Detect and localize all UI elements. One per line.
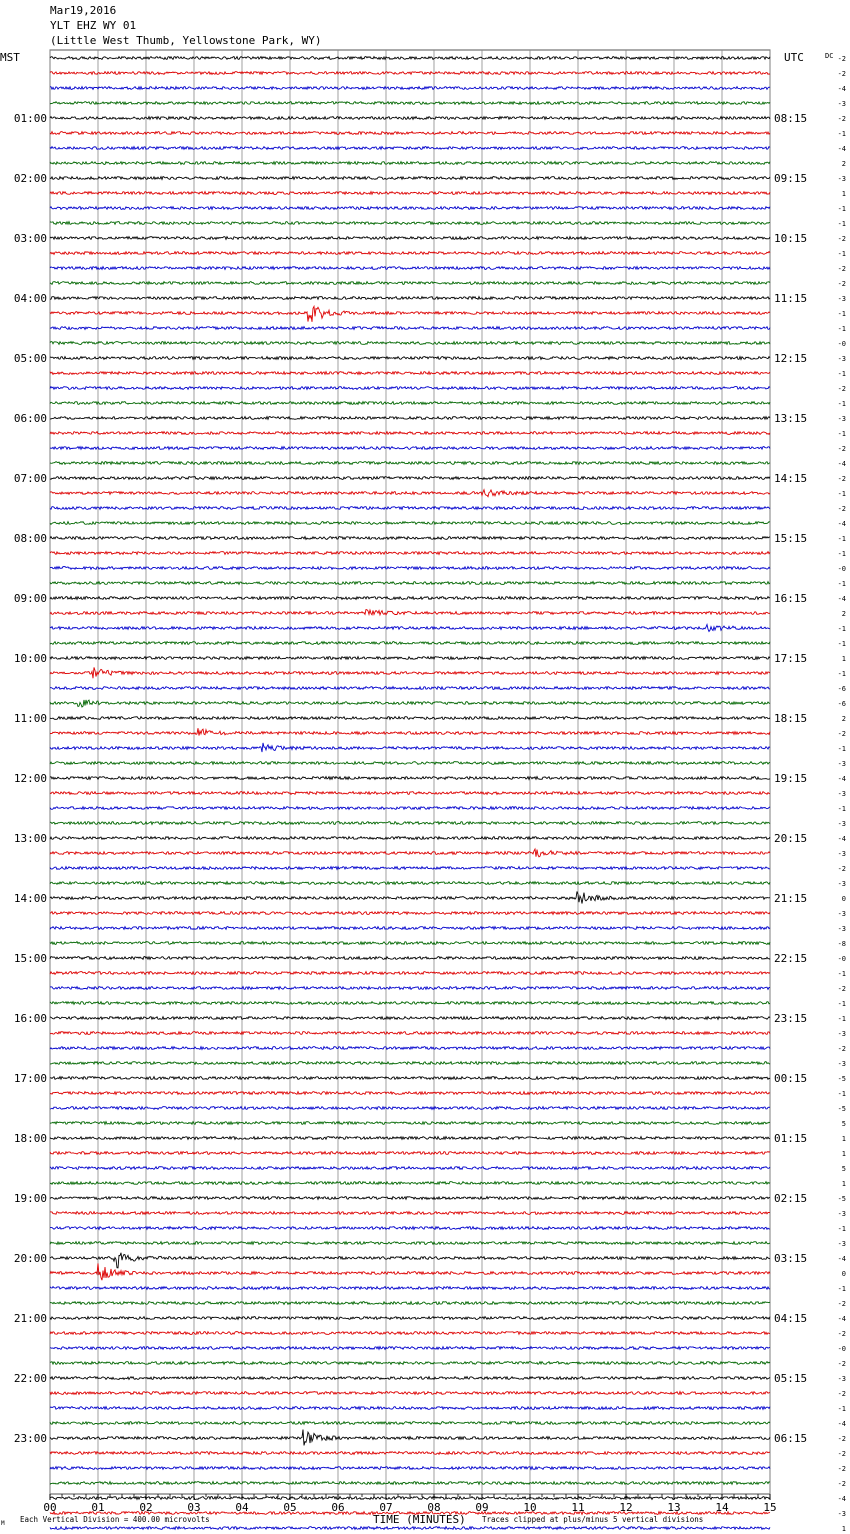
trace-line xyxy=(50,822,770,825)
x-tick-label: 00 xyxy=(43,1501,57,1514)
x-tick-label: 02 xyxy=(139,1501,153,1514)
dc-offset-label: -3 xyxy=(837,790,846,798)
trace-line xyxy=(50,222,770,225)
utc-hour-label: 09:15 xyxy=(774,172,808,185)
dc-offset-label: 0 xyxy=(841,1270,846,1278)
mst-hour-label: 07:00 xyxy=(13,472,47,485)
mst-hour-label: 20:00 xyxy=(13,1252,47,1265)
mst-hour-label: 17:00 xyxy=(13,1072,47,1085)
trace-line xyxy=(50,1392,770,1395)
dc-offset-label: -3 xyxy=(837,295,846,303)
trace-line xyxy=(50,891,770,903)
dc-offset-label: -4 xyxy=(837,85,846,93)
dc-offset-label: -1 xyxy=(837,625,846,633)
dc-offset-label: -6 xyxy=(837,700,846,708)
mst-hour-label: 02:00 xyxy=(13,172,47,185)
trace-line xyxy=(50,237,770,240)
trace-line xyxy=(50,387,770,390)
dc-offset-label: -2 xyxy=(837,1390,846,1398)
utc-hour-label: 06:15 xyxy=(774,1432,808,1445)
trace-line xyxy=(50,1017,770,1020)
trace-line xyxy=(50,792,770,795)
dc-offset-label: 2 xyxy=(841,610,846,618)
trace-line xyxy=(50,882,770,885)
mst-hour-label: 10:00 xyxy=(13,652,47,665)
dc-offset-label: -2 xyxy=(837,70,846,78)
dc-offset-label: 1 xyxy=(841,1525,846,1533)
trace-line xyxy=(50,942,770,945)
dc-offset-label: -1 xyxy=(837,970,846,978)
dc-offset-label: -2 xyxy=(837,730,846,738)
dc-offset-label: -0 xyxy=(837,1345,846,1353)
trace-line xyxy=(50,1407,770,1410)
dc-offset-label: -1 xyxy=(837,130,846,138)
trace-line xyxy=(50,1152,770,1155)
dc-offset-label: -1 xyxy=(837,580,846,588)
dc-offset-label: -1 xyxy=(837,535,846,543)
label-group xyxy=(14,55,846,1534)
dc-offset-label: -1 xyxy=(837,250,846,258)
dc-offset-label: -4 xyxy=(837,145,846,153)
trace-line xyxy=(50,357,770,360)
trace-line xyxy=(50,912,770,915)
utc-hour-label: 13:15 xyxy=(774,412,808,425)
utc-hour-label: 11:15 xyxy=(774,292,808,305)
trace-line xyxy=(50,1242,770,1245)
mst-hour-label: 15:00 xyxy=(13,952,47,965)
scale-note: Each Vertical Division = 400.00 microvolts xyxy=(20,1515,210,1524)
trace-line xyxy=(50,1422,770,1425)
dc-offset-label: -1 xyxy=(837,640,846,648)
dc-offset-label: -5 xyxy=(837,1105,846,1113)
dc-offset-label: -4 xyxy=(837,1495,846,1503)
mst-hour-label: 06:00 xyxy=(13,412,47,425)
dc-offset-label: -3 xyxy=(837,1210,846,1218)
trace-line xyxy=(50,957,770,960)
trace-line xyxy=(50,1430,770,1446)
trace-line xyxy=(50,552,770,555)
trace-line xyxy=(50,342,770,345)
dc-offset-label: -1 xyxy=(837,1285,846,1293)
trace-line xyxy=(50,1527,770,1530)
trace-line xyxy=(50,132,770,135)
trace-line xyxy=(50,837,770,840)
trace-line xyxy=(50,417,770,420)
mst-hour-label: 04:00 xyxy=(13,292,47,305)
mst-hour-label: 21:00 xyxy=(13,1312,47,1325)
utc-hour-label: 08:15 xyxy=(774,112,808,125)
mst-hour-label: 05:00 xyxy=(13,352,47,365)
dc-offset-label: -2 xyxy=(837,1045,846,1053)
trace-group xyxy=(50,57,770,1534)
trace-line xyxy=(50,87,770,90)
dc-offset-label: -3 xyxy=(837,1060,846,1068)
trace-line xyxy=(50,625,770,632)
dc-offset-label: -5 xyxy=(837,1075,846,1083)
trace-line xyxy=(50,1452,770,1455)
x-tick-label: 13 xyxy=(667,1501,681,1514)
dc-offset-label: -4 xyxy=(837,1255,846,1263)
trace-line xyxy=(50,1137,770,1140)
dc-offset-label: -4 xyxy=(837,775,846,783)
trace-line xyxy=(50,57,770,60)
utc-hour-label: 18:15 xyxy=(774,712,808,725)
dc-offset-label: -2 xyxy=(837,115,846,123)
utc-hour-label: 12:15 xyxy=(774,352,808,365)
trace-line xyxy=(50,102,770,105)
dc-offset-label: 2 xyxy=(841,160,846,168)
trace-line xyxy=(50,192,770,195)
dc-offset-label: -1 xyxy=(837,550,846,558)
dc-offset-label: -2 xyxy=(837,505,846,513)
dc-offset-label: -2 xyxy=(837,865,846,873)
dc-offset-label: -2 xyxy=(837,1435,846,1443)
utc-hour-label: 14:15 xyxy=(774,472,808,485)
dc-offset-label: -1 xyxy=(837,370,846,378)
dc-offset-label: -3 xyxy=(837,820,846,828)
trace-line xyxy=(50,717,770,720)
dc-offset-label: 1 xyxy=(841,655,846,663)
trace-line xyxy=(50,117,770,120)
dc-offset-label: -2 xyxy=(837,1360,846,1368)
dc-offset-label: -1 xyxy=(837,400,846,408)
dc-offset-label: -3 xyxy=(837,1510,846,1518)
trace-line xyxy=(50,1032,770,1035)
trace-line xyxy=(50,667,770,678)
dc-offset-label: -1 xyxy=(837,745,846,753)
dc-offset-label: -3 xyxy=(837,355,846,363)
mst-hour-label: 22:00 xyxy=(13,1372,47,1385)
dc-offset-label: 1 xyxy=(841,1180,846,1188)
dc-offset-label: -1 xyxy=(837,490,846,498)
dc-offset-label: -2 xyxy=(837,1465,846,1473)
dc-offset-label: -3 xyxy=(837,850,846,858)
utc-hour-label: 02:15 xyxy=(774,1192,808,1205)
mst-hour-label: 19:00 xyxy=(13,1192,47,1205)
trace-line xyxy=(50,162,770,165)
trace-line xyxy=(50,728,770,735)
x-tick-label: 09 xyxy=(475,1501,489,1514)
dc-offset-label: -1 xyxy=(837,805,846,813)
dc-offset-label: -3 xyxy=(837,1030,846,1038)
trace-line xyxy=(50,610,770,615)
trace-line xyxy=(50,1047,770,1050)
utc-hour-label: 19:15 xyxy=(774,772,808,785)
dc-offset-label: -4 xyxy=(837,460,846,468)
dc-offset-label: -1 xyxy=(837,1015,846,1023)
x-tick-label: 10 xyxy=(523,1501,537,1514)
dc-offset-label: -1 xyxy=(837,1405,846,1413)
dc-offset-label: -1 xyxy=(837,430,846,438)
dc-offset-label: -1 xyxy=(837,220,846,228)
utc-hour-label: 17:15 xyxy=(774,652,808,665)
dc-offset-label: -6 xyxy=(837,685,846,693)
trace-line xyxy=(50,567,770,570)
trace-line xyxy=(50,1482,770,1485)
utc-hour-label: 16:15 xyxy=(774,592,808,605)
dc-offset-label: -0 xyxy=(837,340,846,348)
trace-line xyxy=(50,297,770,300)
dc-offset-label: 1 xyxy=(841,190,846,198)
dc-offset-label: -2 xyxy=(837,1300,846,1308)
trace-line xyxy=(50,1253,770,1268)
mst-hour-label: 13:00 xyxy=(13,832,47,845)
trace-line xyxy=(50,597,770,600)
trace-line xyxy=(50,927,770,930)
trace-line xyxy=(50,987,770,990)
dc-offset-label: -2 xyxy=(837,1450,846,1458)
trace-line xyxy=(50,402,770,405)
trace-line xyxy=(50,267,770,270)
trace-line xyxy=(50,1002,770,1005)
left-zone-label: MST xyxy=(0,51,20,64)
dc-offset-label: 1 xyxy=(841,1150,846,1158)
x-tick-label: 01 xyxy=(91,1501,105,1514)
mst-hour-label: 11:00 xyxy=(13,712,47,725)
trace-line xyxy=(50,507,770,510)
x-tick-label: 08 xyxy=(427,1501,441,1514)
date-label: Mar19,2016 xyxy=(50,4,117,17)
dc-offset-label: -2 xyxy=(837,1330,846,1338)
utc-hour-label: 10:15 xyxy=(774,232,808,245)
trace-line xyxy=(50,1377,770,1380)
dc-offset-label: 5 xyxy=(841,1120,846,1128)
dc-offset-label: -4 xyxy=(837,835,846,843)
trace-line xyxy=(50,1332,770,1335)
trace-line xyxy=(50,462,770,465)
location-label: (Little West Thumb, Yellowstone Park, WY) xyxy=(50,34,322,47)
dc-offset-label: -2 xyxy=(837,475,846,483)
utc-hour-label: 20:15 xyxy=(774,832,808,845)
dc-offset-label: -3 xyxy=(837,880,846,888)
trace-line xyxy=(50,1167,770,1170)
trace-line xyxy=(50,657,770,660)
mst-hour-label: 18:00 xyxy=(13,1132,47,1145)
trace-line xyxy=(50,1197,770,1200)
dc-offset-label: -5 xyxy=(837,1195,846,1203)
mst-hour-label: 03:00 xyxy=(13,232,47,245)
trace-line xyxy=(50,147,770,150)
trace-line xyxy=(50,447,770,450)
x-tick-label: 14 xyxy=(715,1501,729,1514)
dc-offset-label: -3 xyxy=(837,910,846,918)
dc-offset-label: -4 xyxy=(837,1315,846,1323)
trace-line xyxy=(50,306,770,321)
trace-line xyxy=(50,372,770,375)
trace-line xyxy=(50,807,770,810)
dc-offset-label: -2 xyxy=(837,445,846,453)
dc-offset-label: -3 xyxy=(837,925,846,933)
trace-line xyxy=(50,687,770,690)
trace-line xyxy=(50,743,770,752)
utc-hour-label: 22:15 xyxy=(774,952,808,965)
dc-offset-label: -2 xyxy=(837,235,846,243)
trace-line xyxy=(50,282,770,285)
dc-offset-label: -1 xyxy=(837,310,846,318)
utc-hour-label: 04:15 xyxy=(774,1312,808,1325)
x-tick-label: 03 xyxy=(187,1501,201,1514)
utc-hour-label: 03:15 xyxy=(774,1252,808,1265)
dc-offset-label: -2 xyxy=(837,280,846,288)
trace-line xyxy=(50,1347,770,1350)
trace-line xyxy=(50,642,770,645)
utc-hour-label: 05:15 xyxy=(774,1372,808,1385)
trace-line xyxy=(50,1362,770,1365)
dc-offset-label: -2 xyxy=(837,1480,846,1488)
dc-offset-label: -2 xyxy=(837,385,846,393)
trace-line xyxy=(50,867,770,870)
mst-hour-label: 08:00 xyxy=(13,532,47,545)
dc-offset-label: -1 xyxy=(837,205,846,213)
dc-offset-label: -0 xyxy=(837,565,846,573)
trace-line xyxy=(50,432,770,435)
dc-offset-label: -3 xyxy=(837,760,846,768)
dc-offset-label: 5 xyxy=(841,1165,846,1173)
trace-line xyxy=(50,477,770,480)
trace-line xyxy=(50,849,770,857)
trace-line xyxy=(50,490,770,497)
trace-line xyxy=(50,1212,770,1215)
dc-offset-label: -3 xyxy=(837,1240,846,1248)
trace-line xyxy=(50,1497,770,1500)
trace-line xyxy=(50,72,770,75)
utc-hour-label: 23:15 xyxy=(774,1012,808,1025)
mst-hour-label: 14:00 xyxy=(13,892,47,905)
mst-hour-label: 16:00 xyxy=(13,1012,47,1025)
trace-line xyxy=(50,207,770,210)
right-zone-label: UTC xyxy=(784,51,804,64)
dc-offset-label: -1 xyxy=(837,1225,846,1233)
trace-line xyxy=(50,1122,770,1125)
x-tick-label: 07 xyxy=(379,1501,393,1514)
trace-line xyxy=(50,177,770,180)
dc-offset-label: -4 xyxy=(837,520,846,528)
trace-line xyxy=(50,1062,770,1065)
mst-hour-label: 01:00 xyxy=(13,112,47,125)
dc-offset-label: -1 xyxy=(837,325,846,333)
trace-line xyxy=(50,777,770,780)
trace-line xyxy=(50,1227,770,1230)
trace-line xyxy=(50,1092,770,1095)
trace-line xyxy=(50,537,770,540)
trace-line xyxy=(50,522,770,525)
dc-offset-label: -4 xyxy=(837,595,846,603)
dc-offset-label: 1 xyxy=(841,1135,846,1143)
dc-offset-label: -2 xyxy=(837,985,846,993)
dc-offset-label: -3 xyxy=(837,175,846,183)
x-tick-label: 05 xyxy=(283,1501,297,1514)
utc-hour-label: 01:15 xyxy=(774,1132,808,1145)
trace-line xyxy=(50,1077,770,1080)
mst-hour-label: 23:00 xyxy=(13,1432,47,1445)
trace-line xyxy=(50,252,770,255)
trace-line xyxy=(50,762,770,765)
utc-hour-label: 21:15 xyxy=(774,892,808,905)
dc-offset-label: 2 xyxy=(841,715,846,723)
trace-line xyxy=(50,700,770,707)
x-tick-label: 15 xyxy=(763,1501,777,1514)
trace-line xyxy=(50,1467,770,1470)
station-label: YLT EHZ WY 01 xyxy=(50,19,137,32)
dc-label: DC xyxy=(825,52,834,60)
dc-offset-label: -3 xyxy=(837,415,846,423)
trace-line xyxy=(50,1317,770,1320)
dc-offset-label: -4 xyxy=(837,1420,846,1428)
trace-line xyxy=(50,1302,770,1305)
x-tick-label: 04 xyxy=(235,1501,249,1514)
dc-offset-label: -1 xyxy=(837,670,846,678)
trace-line xyxy=(50,1287,770,1290)
footer-mark: M xyxy=(1,1520,5,1527)
trace-line xyxy=(50,1263,770,1280)
mst-hour-label: 12:00 xyxy=(13,772,47,785)
x-tick-label: 11 xyxy=(571,1501,585,1514)
trace-line xyxy=(50,972,770,975)
x-tick-label: 12 xyxy=(619,1501,633,1514)
clip-note: Traces clipped at plus/minus 5 vertical divisions xyxy=(482,1515,704,1524)
trace-line xyxy=(50,582,770,585)
dc-offset-label: -3 xyxy=(837,100,846,108)
dc-offset-label: -8 xyxy=(837,940,846,948)
mst-hour-label: 09:00 xyxy=(13,592,47,605)
dc-offset-label: -2 xyxy=(837,55,846,63)
dc-offset-label: -3 xyxy=(837,1375,846,1383)
dc-offset-label: -1 xyxy=(837,1090,846,1098)
trace-line xyxy=(50,1182,770,1185)
x-tick-label: 06 xyxy=(331,1501,345,1514)
x-axis-title: TIME (MINUTES) xyxy=(373,1513,466,1526)
dc-offset-label: 0 xyxy=(841,895,846,903)
trace-line xyxy=(50,327,770,330)
dc-offset-label: -0 xyxy=(837,955,846,963)
trace-line xyxy=(50,1107,770,1110)
dc-offset-label: -2 xyxy=(837,265,846,273)
utc-hour-label: 15:15 xyxy=(774,532,808,545)
utc-hour-label: 00:15 xyxy=(774,1072,808,1085)
dc-offset-label: -1 xyxy=(837,1000,846,1008)
